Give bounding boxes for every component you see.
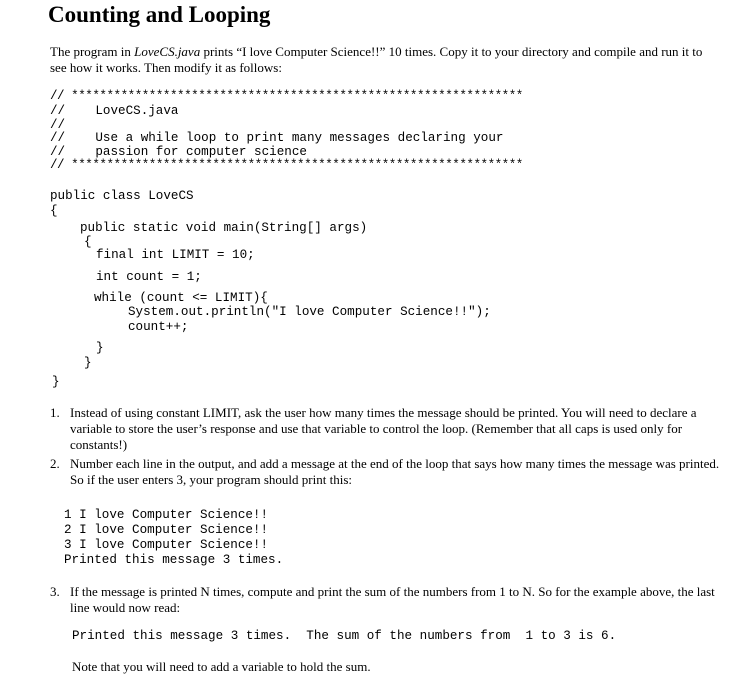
list-item-text: Number each line in the output, and add a message at the end of the loop that says how many times the message was printed. So if the user enters 3, your program should print this: — [70, 456, 720, 487]
code-println-statement: System.out.println("I love Computer Science!!"); — [128, 305, 491, 319]
code-class-close-brace: } — [52, 375, 60, 389]
list-item-text: Instead of using constant LIMIT, ask the user how many times the message should be printed. You will need to declare a variable to store the user’s response and use that variable to control the loop. (Remember that all caps is used only for constants!) — [70, 405, 697, 452]
intro-paragraph — [50, 44, 720, 76]
page-title: Counting and Looping — [48, 2, 271, 27]
sum-example-line: Printed this message 3 times. The sum of the numbers from 1 to 3 is 6. — [72, 629, 617, 643]
code-comment-line-6: // **************************************************************** — [50, 158, 523, 172]
note-text: Note that you will need to add a variable to hold the sum. — [72, 659, 371, 674]
code-count-increment: count++; — [128, 320, 189, 334]
code-comment-line-1: // **************************************************************** — [50, 89, 523, 103]
code-comment-line-3: // — [50, 118, 66, 132]
code-count-variable: int count = 1; — [96, 270, 202, 284]
list-item-number: 2. — [50, 456, 60, 471]
intro-after: prints “I love Computer Science!!” 10 times. Copy it to your directory and compile and run it to see how it works. Then modify it as follows: — [50, 44, 703, 75]
code-comment-line-5: // passion for computer science — [50, 145, 307, 159]
code-main-open-brace: { — [84, 235, 92, 249]
list-item-text: If the message is printed N times, compute and print the sum of the numbers from 1 to N. So for the example above, the last line would now read: — [70, 584, 715, 615]
intro-before: The program in — [50, 44, 135, 59]
code-main-close-brace: } — [84, 356, 92, 370]
list-item-number: 1. — [50, 405, 60, 420]
output-example-line: Printed this message 3 times. — [64, 553, 284, 567]
output-example-line: 3 I love Computer Science!! — [64, 538, 269, 552]
output-example-line: 1 I love Computer Science!! — [64, 508, 269, 522]
list-item-number: 3. — [50, 584, 60, 599]
code-while-close-brace: } — [96, 341, 104, 355]
code-while-loop: while (count <= LIMIT){ — [94, 291, 268, 305]
code-comment-line-2: // LoveCS.java — [50, 104, 179, 118]
code-comment-line-4: // Use a while loop to print many messages declaring your — [50, 131, 504, 145]
output-example-line: 2 I love Computer Science!! — [64, 523, 269, 537]
code-class-open-brace: { — [50, 204, 58, 218]
code-main-declaration: public static void main(String[] args) — [80, 221, 368, 235]
intro-filename: LoveCS.java — [134, 44, 201, 59]
code-class-declaration: public class LoveCS — [50, 189, 194, 203]
code-limit-constant: final int LIMIT = 10; — [96, 248, 255, 262]
